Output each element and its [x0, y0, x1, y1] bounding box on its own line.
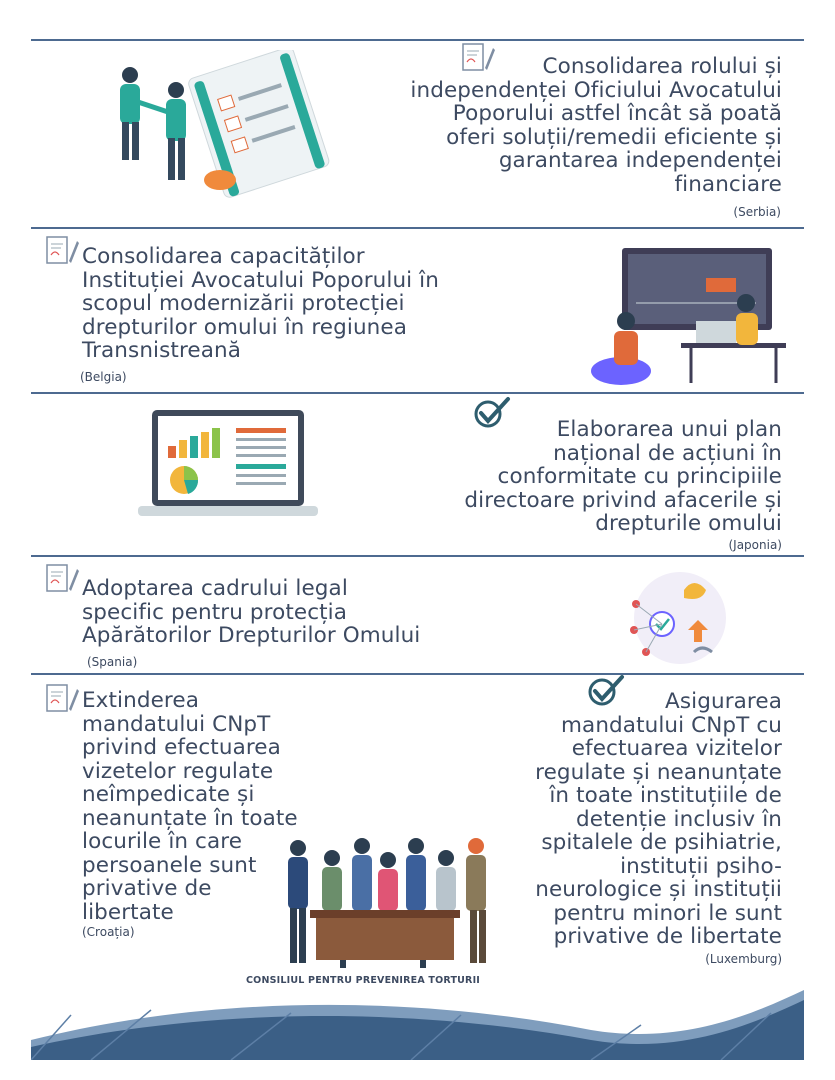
recommendation-text — [362, 418, 782, 536]
text-line: locurile în care — [82, 829, 243, 854]
country-label: (Spania) — [87, 655, 138, 669]
text-line: Consolidarea capacităților — [82, 244, 365, 269]
text-line: regulate și neanunțate — [535, 759, 782, 785]
text-line: specific pentru protecția — [82, 599, 348, 625]
text-line: pentru minori le sunt — [553, 900, 782, 926]
text-line: drepturilor omului în regiunea — [82, 314, 407, 340]
document-pen-icon — [45, 563, 79, 595]
recommendation-text — [82, 577, 502, 648]
text-line: neîmpedicate și — [82, 782, 255, 807]
recommendation-text — [312, 55, 782, 196]
text-line: mandatului CNpT cu — [561, 712, 782, 738]
text-line: Extinderea — [82, 688, 199, 713]
text-line: în toate instituțiile de — [549, 783, 782, 808]
country-label: (Serbia) — [733, 205, 781, 219]
text-line: Consolidarea rolului și — [542, 54, 782, 79]
divider — [31, 555, 804, 557]
text-line: efectuarea vizitelor — [571, 736, 782, 761]
human-rights-network-illustration — [624, 568, 736, 668]
text-line: garantarea independenței — [498, 148, 782, 173]
text-line: conformitate cu principiile — [497, 464, 782, 489]
text-line: neurologice și instituții — [535, 877, 782, 902]
text-line: scopul modernizării protecției — [82, 291, 405, 316]
laptop-dashboard-illustration — [138, 408, 318, 520]
text-line: spitalele de psihiatrie, — [541, 830, 782, 855]
text-line: privative de libertate — [553, 924, 782, 949]
committee-caption: CONSILIUL PENTRU PREVENIREA TORTURII — [246, 975, 481, 986]
text-line: Elaborarea unui plan — [556, 417, 782, 442]
text-line: Transnistreană — [82, 338, 242, 363]
text-line: Apărătorilor Drepturilor Omului — [82, 623, 421, 648]
text-line: drepturile omului — [595, 511, 782, 536]
text-line: Poporului astfel încât să poată — [452, 101, 782, 126]
divider — [31, 392, 804, 394]
divider — [31, 673, 804, 675]
text-line: privind efectuarea — [82, 735, 281, 760]
text-line: vizetelor regulate — [82, 758, 274, 784]
text-line: detenție inclusiv în — [576, 806, 782, 832]
country-label: (Luxemburg) — [705, 952, 782, 966]
country-label: (Croația) — [82, 925, 135, 939]
text-line: național de acțiuni în — [553, 440, 782, 466]
country-label: (Japonia) — [728, 538, 782, 552]
text-line: neanunțate în toate — [82, 805, 298, 831]
document-pen-icon — [45, 235, 79, 267]
recommendation-text — [82, 245, 542, 363]
text-line: instituții psiho- — [620, 853, 782, 879]
handshake-checklist-illustration — [108, 50, 333, 200]
recommendation-text — [482, 690, 782, 949]
divider — [31, 39, 804, 41]
text-line: Adoptarea cadrului legal — [82, 576, 348, 601]
team-working-illustration — [586, 243, 791, 388]
text-line: Instituției Avocatului Poporului în — [82, 267, 439, 293]
country-label: (Belgia) — [80, 370, 127, 384]
text-line: oferi soluții/remedii eficiente și — [446, 124, 782, 150]
committee-group-illustration — [270, 828, 500, 970]
divider — [31, 227, 804, 229]
text-line: independenței Oficiului Avocatului — [410, 77, 782, 103]
text-line: mandatului CNpT — [82, 711, 271, 737]
text-line: privative de — [82, 876, 212, 901]
text-line: directoare privind afacerile și — [464, 487, 782, 513]
document-pen-icon — [45, 683, 79, 715]
text-line: Asigurarea — [665, 689, 782, 714]
bottom-wave-decoration — [31, 985, 804, 1060]
text-line: financiare — [674, 171, 782, 197]
text-line: libertate — [82, 899, 174, 925]
text-line: persoanele sunt — [82, 852, 257, 878]
